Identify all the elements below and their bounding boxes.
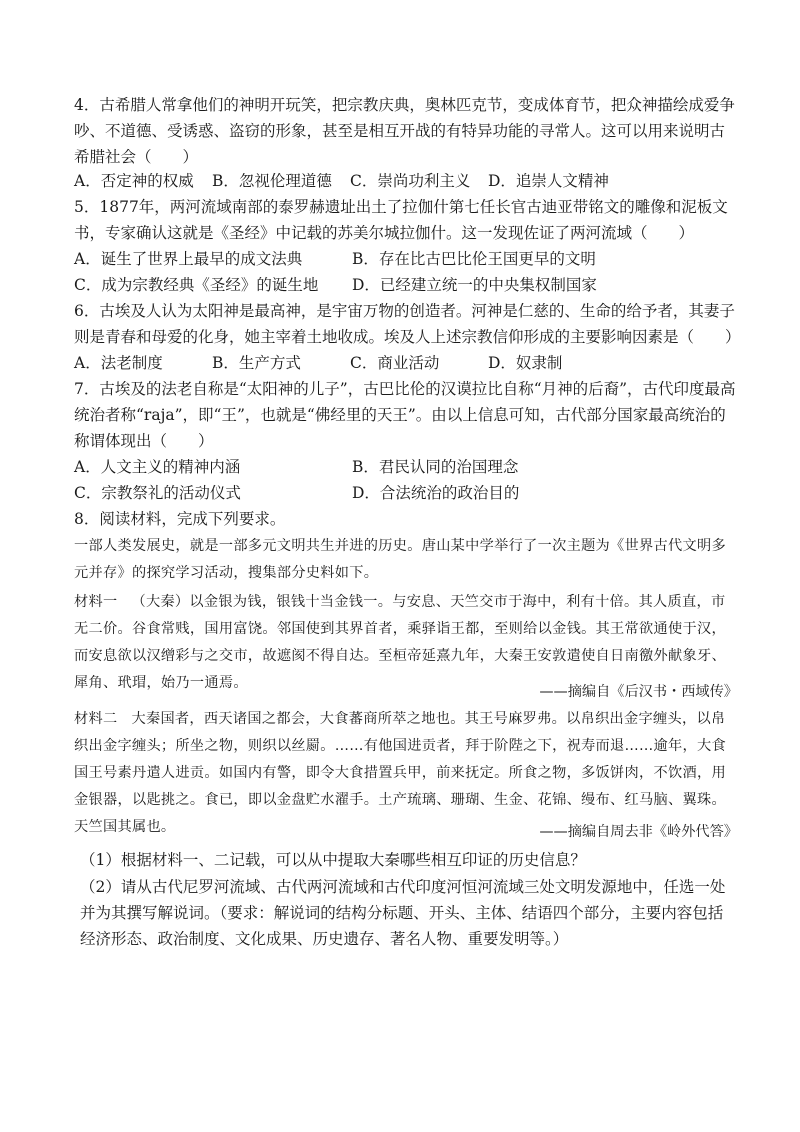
q7-option-a[interactable]: A．人文主义的精神内涵 — [74, 458, 241, 476]
q4-option-a[interactable]: A．否定神的权威 — [74, 172, 194, 190]
sub-question-2-text: （2）请从古代尼罗河流域、古代两河流域和古代印度河恒河流域三处文明发源地中，任选一处并为其撰写解说词。（要求：解说词的结构分标题、开头、主体、结语四个部分，主要内容包括经济形态、政治制度、文化成果、历史遗存、著名人物、重要发明等。） — [80, 878, 726, 948]
material-one-label: 材料一 — [74, 594, 118, 610]
question-7 — [74, 376, 738, 454]
q7-option-d[interactable]: D．合法统治的政治目的 — [352, 484, 520, 502]
question-7-stem: 7．古埃及的法老自称是“太阳神的儿子”，古巴比伦的汉谟拉比自称“月神的后裔”，古代印度最高统治者称“raja”，即“王”，也就是“佛经里的天王”。由以上信息可知，古代部分国家最高统治的称谓体现出（ ） — [74, 380, 736, 450]
sub-question-2 — [80, 874, 738, 952]
q4-option-b[interactable]: B．忽视伦理道德 — [212, 172, 332, 190]
sub-question-1 — [80, 847, 738, 873]
q5-option-c[interactable]: C．成为宗教经典《圣经》的诞生地 — [74, 276, 319, 294]
question-4 — [74, 92, 738, 170]
question-7-options — [74, 454, 738, 506]
q6-option-b[interactable]: B．生产方式 — [212, 354, 301, 372]
q6-option-a[interactable]: A．法老制度 — [74, 354, 163, 372]
question-4-options — [74, 168, 738, 194]
question-6-stem: 6．古埃及人认为太阳神是最高神，是宇宙万物的创造者。河神是仁慈的、生命的给予者，其妻子则是青春和母爱的化身，她主宰着土地收成。埃及人上述宗教信仰形成的主要影响因素是（ ） — [74, 302, 741, 346]
q6-option-d[interactable]: D．奴隶制 — [488, 354, 563, 372]
q7-option-c[interactable]: C．宗教祭礼的活动仪式 — [74, 484, 241, 502]
question-6 — [74, 298, 741, 350]
q4-option-d[interactable]: D．追崇人文精神 — [488, 172, 609, 190]
intro-text: 一部人类发展史，就是一部多元文明共生并进的历史。唐山某中学举行了一次主题为《世界古代文明多元并存》的探究学习活动，搜集部分史料如下。 — [74, 538, 726, 581]
question-5-stem: 5．1877年，两河流域南部的泰罗赫遗址出土了拉伽什第七任长官古迪亚带铭文的雕像和泥板文书，专家确认这就是《圣经》中记载的苏美尔城拉伽什。这一发现佐证了两河流域（ ） — [74, 198, 728, 242]
question-6-options — [74, 350, 738, 376]
material-two-label: 材料二 — [74, 711, 118, 727]
question-5-options — [74, 246, 738, 298]
question-8-intro — [74, 533, 738, 587]
question-8 — [74, 506, 738, 532]
q5-option-a[interactable]: A．诞生了世界上最早的成文法典 — [74, 250, 303, 268]
material-one-source: ——摘编自《后汉书・西域传》 — [539, 684, 738, 700]
sub-question-1-text: （1）根据材料一、二记载，可以从中提取大秦哪些相互印证的历史信息？ — [80, 851, 586, 869]
q6-option-c[interactable]: C．商业活动 — [350, 354, 440, 372]
material-two-text: 大秦国者，西天诸国之都会，大食蕃商所萃之地也。其王号麻罗弗。以帛织出金字缠头，以帛织出金字缠头；所坐之物，则织以丝罽。……有他国进贡者，拜于阶陛之下，祝寿而退……逾年，大食国王号素丹遣人进贡。如国内有警，即令大食措置兵甲，前来抚定。所食之物，多饭饼肉，不饮酒，用金银器，以匙挑之。食已，即以金盘贮水濯手。土产琉璃、珊瑚、生金、花锦、缦布、红马脑、翼珠。天竺国其属也。 — [74, 711, 726, 835]
q5-option-d[interactable]: D．已经建立统一的中央集权制国家 — [352, 276, 597, 294]
q5-option-b[interactable]: B．存在比古巴比伦王国更早的文明 — [352, 250, 596, 268]
q7-option-b[interactable]: B．君民认同的治国理念 — [352, 458, 519, 476]
material-one-text: （大秦）以金银为钱，银钱十当金钱一。与安息、天竺交市于海中，利有十倍。其人质直，市无二价。谷食常贱，国用富饶。邻国使到其界首者，乘驿诣王都，至则给以金钱。其王常欲通使于汉，而安息欲以汉缯彩与之交市，故遮阂不得自达。至桓帝延熹九年，大秦王安敦遣使自日南徼外献象牙、犀角、玳瑁，始乃一通焉。 — [74, 594, 726, 691]
question-4-stem: 4．古希腊人常拿他们的神明开玩笑，把宗教庆典，奥林匹克节，变成体育节，把众神描绘成爱争吵、不道德、受诱惑、盗窃的形象，甚至是相互开战的有特异功能的寻常人。这可以用来说明古希腊社会（ ） — [74, 96, 735, 166]
question-8-stem: 8．阅读材料，完成下列要求。 — [74, 510, 286, 528]
q4-option-c[interactable]: C．崇尚功利主义 — [350, 172, 471, 190]
question-5 — [74, 194, 738, 246]
material-two-source: ——摘编自周去非《岭外代答》 — [539, 824, 738, 840]
